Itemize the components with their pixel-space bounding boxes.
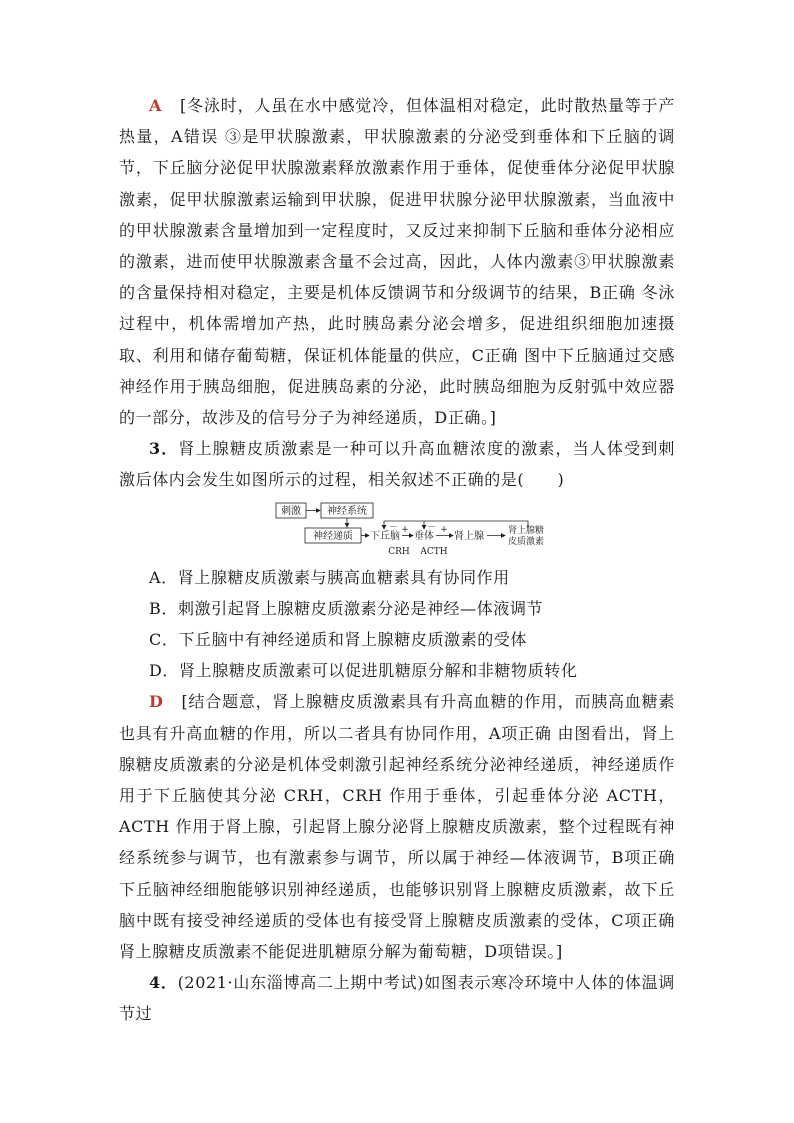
- minus-sign-1: －: [389, 522, 399, 533]
- hypothalamus-label: 下丘脑: [370, 530, 400, 542]
- q2-answer-letter: A: [149, 96, 163, 115]
- q4-number: 4．: [149, 973, 178, 993]
- q2-explanation: [119, 90, 675, 433]
- pituitary-label: 垂体: [414, 530, 434, 542]
- neurotransmitter-label: 神经递质: [313, 530, 353, 542]
- stimulus-label: 刺激: [281, 505, 301, 517]
- plus-sign-2: +: [440, 524, 448, 535]
- q3-explanation: [119, 686, 675, 967]
- plus-sign-1: +: [401, 524, 409, 535]
- q3-option-c: C．下丘脑中有神经递质和肾上腺糖皮质激素的受体: [149, 630, 528, 650]
- hormone-label-line2: 皮质激素: [508, 536, 545, 547]
- q3-option-b: B．刺激引起肾上腺糖皮质激素分泌是神经—体液调节: [149, 598, 544, 618]
- q2-explanation-text: [冬泳时，人虽在水中感觉冷，但体温相对稳定，此时散热量等于产热量，A错误 ③是甲状腺激素，甲状腺激素的分泌受到垂体和下丘脑的调节，下丘脑分泌促甲状腺激素释放激素作用于垂体，促使垂体分泌促甲状腺激素，促甲状腺激素运输到甲状腺，促进甲状腺分泌甲状腺激素，当血液中的甲状腺激素含量增加到一定程度时，又反过来抑制下丘脑和垂体分泌相应的激素，进而使甲状腺激素含量不会过高，因此，人体内激素③甲状腺激素的含量保持相对稳定，主要是机体反馈调节和分级调节的结果，B正确 冬泳过程中，机体需增加产热，此时胰岛素分泌会增多，促进组织细胞加速摄取、利用和储存葡萄糖，保证机体能量的供应，C正确 图中下丘脑通过交感神经作用于胰岛细胞，促进胰岛素的分泌，此时胰岛细胞为反射弧中效应器的一部分，故涉及的信号分子为神经递质，D正确。]: [119, 96, 675, 428]
- crh-label: CRH: [388, 546, 410, 557]
- q3-stem: [119, 433, 675, 495]
- q3-option-d: D．肾上腺糖皮质激素可以促进肌糖原分解和非糖物质转化: [149, 661, 578, 681]
- q4-stem-text: (2021·山东淄博高二上期中考试)如图表示寒冷环境中人体的体温调节过: [119, 973, 676, 1024]
- q3-stem-text: 肾上腺糖皮质激素是一种可以升高血糖浓度的激素，当人体受到刺激后体内会发生如图所示的过程，相关叙述不正确的是( ): [119, 439, 675, 490]
- acth-label: ACTH: [420, 546, 448, 557]
- page-content: [119, 90, 675, 1030]
- q3-answer-letter: D: [149, 692, 164, 712]
- q3-option-a: A．肾上腺糖皮质激素与胰高血糖素具有协同作用: [149, 567, 510, 587]
- minus-sign-2: －: [427, 522, 437, 533]
- adrenal-label: 肾上腺: [454, 530, 484, 542]
- q3-explanation-text: [结合题意，肾上腺糖皮质激素具有升高血糖的作用，而胰高血糖素也具有升高血糖的作用，所以二者具有协同作用，A项正确 由图看出，肾上腺糖皮质激素的分泌是机体受刺激引起神经系统分泌神经递质，神经递质作用于下丘脑使其分泌 CRH，CRH 作用于垂体，引起垂体分泌 ACTH，ACTH 作用于肾上腺，引起肾上腺分泌肾上腺糖皮质激素，整个过程既有神经系统参与调节，也有激素参与调节，所以属于神经—体液调节，B项正确 下丘脑神经细胞能够识别神经递质，也能够识别肾上腺糖皮质激素，故下丘脑中既有接受神经递质的受体也有接受肾上腺糖皮质激素的受体，C项正确 肾上腺糖皮质激素不能促进肌糖原分解为葡萄糖，D项错误。]: [119, 692, 675, 962]
- q3-number: 3．: [149, 439, 179, 459]
- regulation-diagram-svg: [272, 501, 564, 559]
- hormone-label-line1: 肾上腺糖: [508, 525, 545, 536]
- nervous-system-label: 神经系统: [327, 505, 367, 517]
- regulation-diagram: [272, 501, 564, 559]
- q4-stem: [119, 967, 675, 1029]
